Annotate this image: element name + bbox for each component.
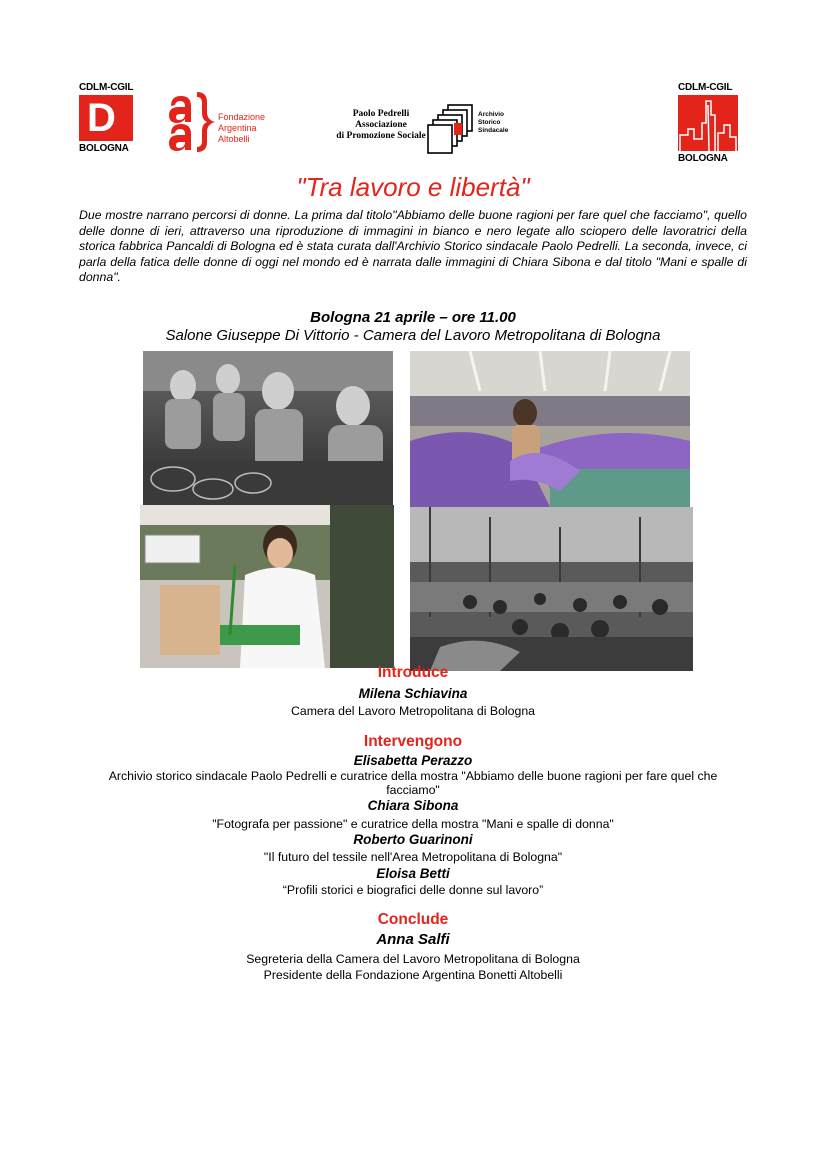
archivio-text: [478, 111, 508, 135]
logo-bottom-text: BOLOGNA: [678, 153, 728, 164]
fondazione-mark-icon: [165, 88, 217, 156]
logo-towers-square: [678, 95, 738, 151]
page-title: "Tra lavoro e libertà": [296, 172, 530, 202]
archive-stack-icon: [424, 103, 476, 157]
speaker-role: "Il futuro del tessile nell'Area Metropolitana di Bologna": [263, 850, 563, 864]
cdlm-cgil-logo-right: [678, 82, 742, 162]
photo-lab-worker: [140, 505, 394, 668]
conclude-heading: Conclude: [377, 911, 449, 928]
introduce-speaker-name: Milena Schiavina: [358, 686, 468, 701]
cdlm-cgil-logo-left: [79, 82, 139, 160]
photo-historic-workers: [143, 351, 393, 505]
introduce-heading: Introduce: [377, 664, 449, 681]
fondazione-line3: Altobelli: [218, 134, 250, 144]
logo-top-text: CDLM-CGIL: [79, 82, 134, 93]
photo-textile-factory: [410, 351, 690, 507]
speaker-name: Eloisa Betti: [376, 866, 450, 881]
speaker-role: "Fotografa per passione" e curatrice della mostra "Mani e spalle di donna": [212, 817, 614, 831]
conclude-speaker-role: Segreteria della Camera del Lavoro Metropolitana di Bologna: [246, 952, 580, 966]
logo-letter: D: [87, 96, 116, 140]
conclude-speaker-role-2: Presidente della Fondazione Argentina Bonetti Altobelli: [263, 968, 563, 982]
pedrelli-line1: Paolo Pedrelli: [352, 109, 410, 119]
fondazione-text: [218, 112, 265, 145]
fondazione-line2: Argentina: [218, 123, 257, 133]
logo-red-square: [79, 95, 133, 141]
event-venue: Salone Giuseppe Di Vittorio - Camera del Lavoro Metropolitana di Bologna: [165, 327, 661, 344]
conclude-speaker-name: Anna Salfi: [376, 931, 450, 948]
speaker-name: Elisabetta Perazzo: [353, 753, 473, 768]
fondazione-altobelli-logo: [165, 88, 280, 158]
speaker-name: Roberto Guarinoni: [353, 832, 473, 847]
pedrelli-line2: Associazione: [355, 120, 407, 130]
fondazione-line1: Fondazione: [218, 112, 266, 122]
photo-historic-factory-hall: [410, 507, 693, 671]
logo-bottom-text: BOLOGNA: [79, 143, 129, 154]
bologna-towers-icon: [678, 95, 738, 151]
intro-paragraph: Due mostre narrano percorsi di donne. La prima dal titolo"Abbiamo delle buone ragioni per fare quel che facciamo", quello delle donne di ieri, attraverso una riproduzione di immagini in bianco e nero legate allo sciopero delle lavoratrici della storica fabbrica Pancaldi di Bologna ed è stata curata dall'Archivio Storico sindacale Paolo Pedrelli. La seconda, invece, ci parla della fatica delle donne di oggi nel mondo ed è narrata dalle immagini di Chiara Sibona e dal titolo "Mani e spalle di donna".: [79, 208, 747, 284]
archivio-line1: Archivio: [478, 111, 505, 118]
pedrelli-logo: [336, 103, 526, 157]
speaker-name: Chiara Sibona: [367, 798, 459, 813]
speaker-role: “Profili storici e biografici delle donne sul lavoro”: [282, 883, 544, 897]
archivio-line2: Storico: [478, 119, 501, 126]
intervengono-heading: Intervengono: [363, 733, 463, 750]
logo-top-text: CDLM-CGIL: [678, 82, 733, 93]
event-date-time: Bologna 21 aprile – ore 11.00: [310, 309, 516, 326]
archivio-line3: Sindacale: [478, 127, 509, 134]
pedrelli-text: [336, 109, 426, 142]
speaker-role: Archivio storico sindacale Paolo Pedrelli e curatrice della mostra "Abbiamo delle buone ragioni per fare quel che facciamo": [108, 769, 718, 797]
pedrelli-line3: di Promozione Sociale: [336, 131, 426, 141]
introduce-speaker-role: Camera del Lavoro Metropolitana di Bologna: [290, 704, 536, 718]
